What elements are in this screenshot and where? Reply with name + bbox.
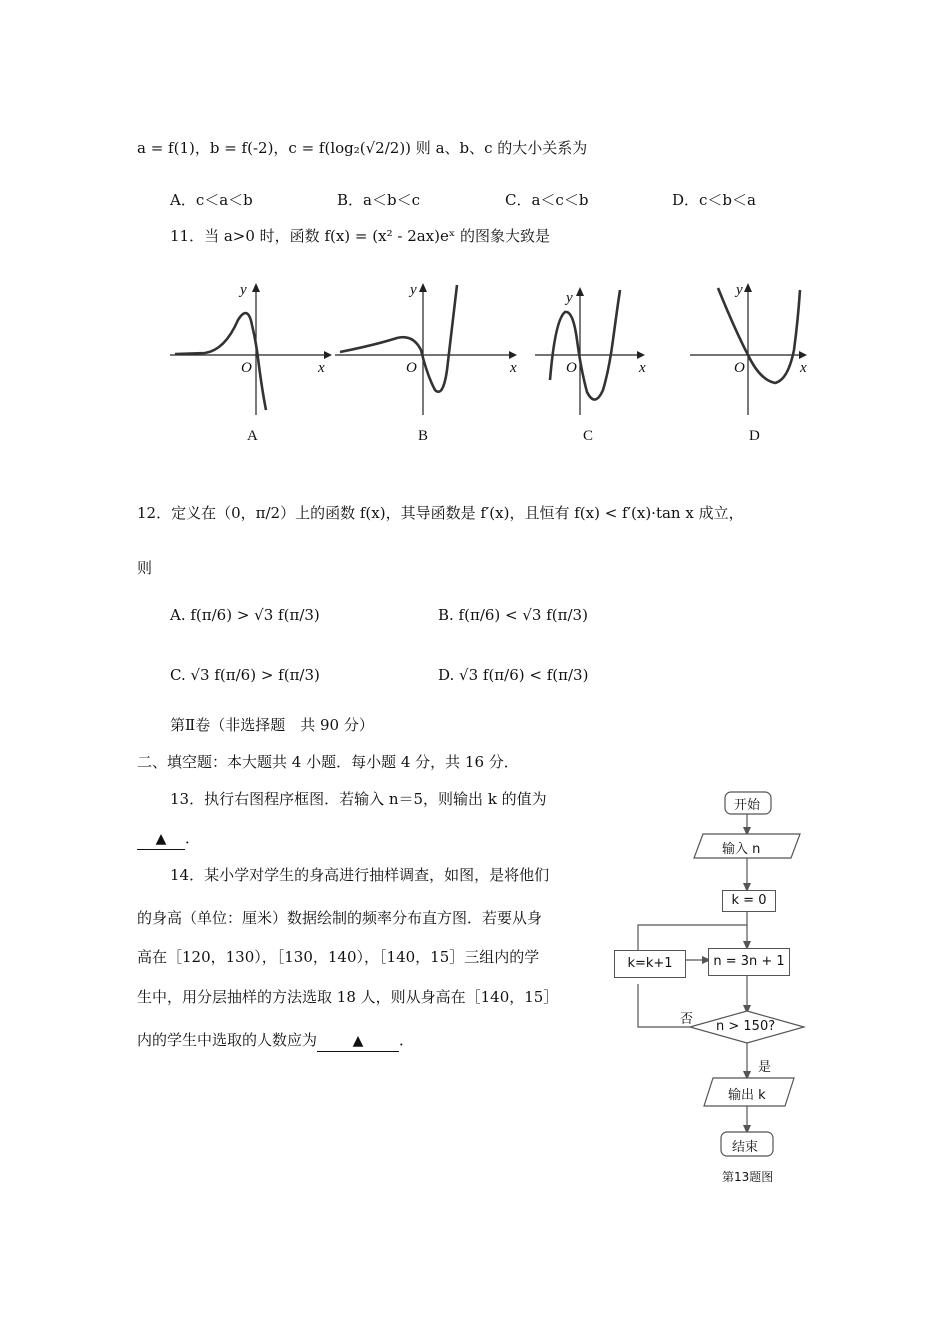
flowchart-input: 输入 n (722, 842, 761, 857)
q11-graph-a-origin: O (241, 360, 252, 376)
q11-graph-c-x: x (639, 360, 646, 376)
q14-blank: ▲ (317, 1031, 399, 1052)
q11-graph-a (170, 280, 335, 420)
q11-graph-d (690, 280, 820, 420)
q10-statement: a = f(1)，b = f(-2)，c = f(log₂(√2/2)) 则 a、b、c 的大小关系为 (137, 139, 588, 157)
q14-end: ． (399, 1031, 415, 1049)
section-heading: 二、填空题：本大题共 4 小题．每小题 4 分，共 16 分． (137, 753, 519, 771)
q11-graph-d-x: x (800, 360, 807, 376)
q11-graph-c-origin: O (566, 360, 577, 376)
q11-graph-b (335, 280, 525, 420)
q13-statement: 13．执行右图程序框图．若输入 n＝5，则输出 k 的值为 (170, 790, 547, 808)
q11-graph-a-y: y (240, 282, 247, 298)
q11-graph-a-x: x (318, 360, 325, 376)
flowchart (610, 780, 840, 1190)
flowchart-caption: 第13题图 (722, 1170, 774, 1184)
q13-answer-line (137, 828, 200, 850)
q11-graph-c (535, 280, 655, 420)
q13-end: ． (185, 829, 201, 847)
q11-graph-d-label: D (749, 428, 760, 444)
q14-line-5 (137, 1030, 414, 1052)
q11-graph-b-x: x (510, 360, 517, 376)
flowchart-update-n: n = 3n + 1 (708, 948, 790, 976)
flowchart-update-k: k=k+1 (614, 950, 686, 978)
q11-graph-c-y: y (566, 290, 573, 306)
q11-graph-c-label: C (583, 428, 594, 444)
q14-line-2: 的身高（单位：厘米）数据绘制的频率分布直方图．若要从身 (137, 909, 543, 927)
q10-option-c: C．a＜c＜b (505, 191, 589, 209)
flowchart-no-label: 否 (680, 1012, 694, 1027)
q12-option-c: C. √3 f(π/6) > f(π/3) (170, 666, 320, 684)
q14-line-4: 生中，用分层抽样的方法选取 18 人，则从身高在［140，15］ (137, 988, 559, 1006)
q10-option-a: A．c＜a＜b (170, 191, 253, 209)
q10-option-d: D．c＜b＜a (672, 191, 756, 209)
q12-option-d: D. √3 f(π/6) < f(π/3) (438, 666, 589, 684)
q12-option-b: B. f(π/6) < √3 f(π/3) (438, 606, 588, 624)
q12-statement: 12．定义在（0，π/2）上的函数 f(x)，其导函数是 f′(x)，且恒有 f(x) < f′(x)·tan x 成立， (137, 504, 744, 522)
q11-graph-b-origin: O (406, 360, 417, 376)
flowchart-yes-label: 是 (758, 1060, 772, 1075)
q13-blank: ▲ (137, 829, 185, 850)
q11-graph-d-y: y (736, 282, 743, 298)
q14-line-1: 14．某小学对学生的身高进行抽样调查，如图，是将他们 (170, 866, 550, 884)
part2-title: 第Ⅱ卷（非选择题 共 90 分） (170, 716, 374, 734)
flowchart-end: 结束 (732, 1140, 759, 1155)
q11-graph-b-y: y (410, 282, 417, 298)
q14-line-3: 高在［120，130），［130，140），［140，15］三组内的学 (137, 948, 540, 966)
flowchart-output: 输出 k (728, 1088, 766, 1103)
q12-option-a: A. f(π/6) > √3 f(π/3) (170, 606, 320, 624)
q11-graph-b-label: B (418, 428, 429, 444)
q11-graph-a-label: A (247, 428, 258, 444)
q10-option-b: B．a＜b＜c (337, 191, 420, 209)
q11-statement: 11．当 a>0 时，函数 f(x) = (x² - 2ax)eˣ 的图象大致是 (170, 227, 550, 245)
flowchart-condition: n > 150? (716, 1019, 776, 1034)
flowchart-init: k = 0 (722, 890, 776, 912)
flowchart-start: 开始 (734, 798, 761, 813)
q12-statement-cont: 则 (137, 559, 153, 577)
q11-graph-d-origin: O (734, 360, 745, 376)
q14-last-prefix: 内的学生中选取的人数应为 (137, 1031, 318, 1049)
